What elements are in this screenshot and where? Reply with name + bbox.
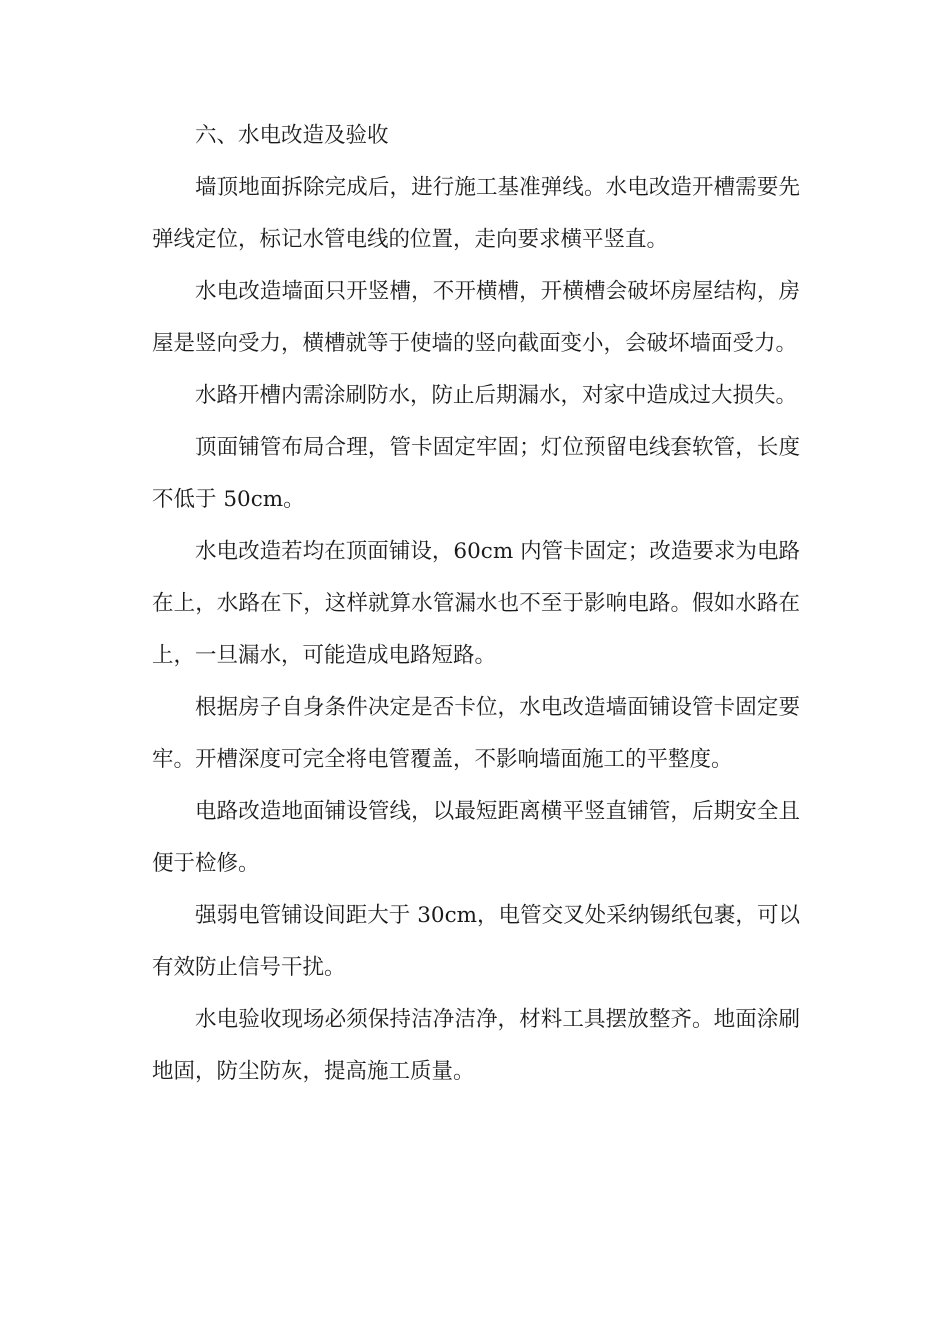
paragraph-wall-clips: 根据房子自身条件决定是否卡位，水电改造墙面铺设管卡固定要牢。开槽深度可完全将电管覆盖，不影响墙面施工的平整度。 bbox=[152, 695, 800, 772]
paragraph-waterproofing: 水路开槽内需涂刷防水，防止后期漏水，对家中造成过大损失。 bbox=[195, 383, 798, 408]
paragraph-circuit-above-water: 水电改造若均在顶面铺设，60cm 内管卡固定；改造要求为电路在上，水路在下，这样就算水管漏水也不至于影响电路。假如水路在上，一旦漏水，可能造成电路短路。 bbox=[152, 539, 800, 668]
paragraph-baseline-marking: 墙顶地面拆除完成后，进行施工基准弹线。水电改造开槽需要先弹线定位，标记水管电线的位置，走向要求横平竖直。 bbox=[152, 175, 800, 252]
paragraph-vertical-grooves: 水电改造墙面只开竖槽，不开横槽，开横槽会破坏房屋结构，房屋是竖向受力，横槽就等于使墙的竖向截面变小，会破坏墙面受力。 bbox=[152, 279, 800, 356]
section-heading: 六、水电改造及验收 bbox=[195, 123, 389, 148]
paragraph-ceiling-pipes: 顶面铺管布局合理，管卡固定牢固；灯位预留电线套软管，长度不低于 50cm。 bbox=[152, 435, 800, 512]
paragraph-floor-pipes: 电路改造地面铺设管线，以最短距离横平竖直铺管，后期安全且便于检修。 bbox=[152, 799, 800, 876]
document-body bbox=[152, 110, 800, 1098]
paragraph-site-cleanliness: 水电验收现场必须保持洁净洁净，材料工具摆放整齐。地面涂刷地固，防尘防灰，提高施工质量。 bbox=[152, 1007, 800, 1084]
paragraph-pipe-spacing: 强弱电管铺设间距大于 30cm，电管交叉处采纳锡纸包裹，可以有效防止信号干扰。 bbox=[152, 903, 800, 980]
